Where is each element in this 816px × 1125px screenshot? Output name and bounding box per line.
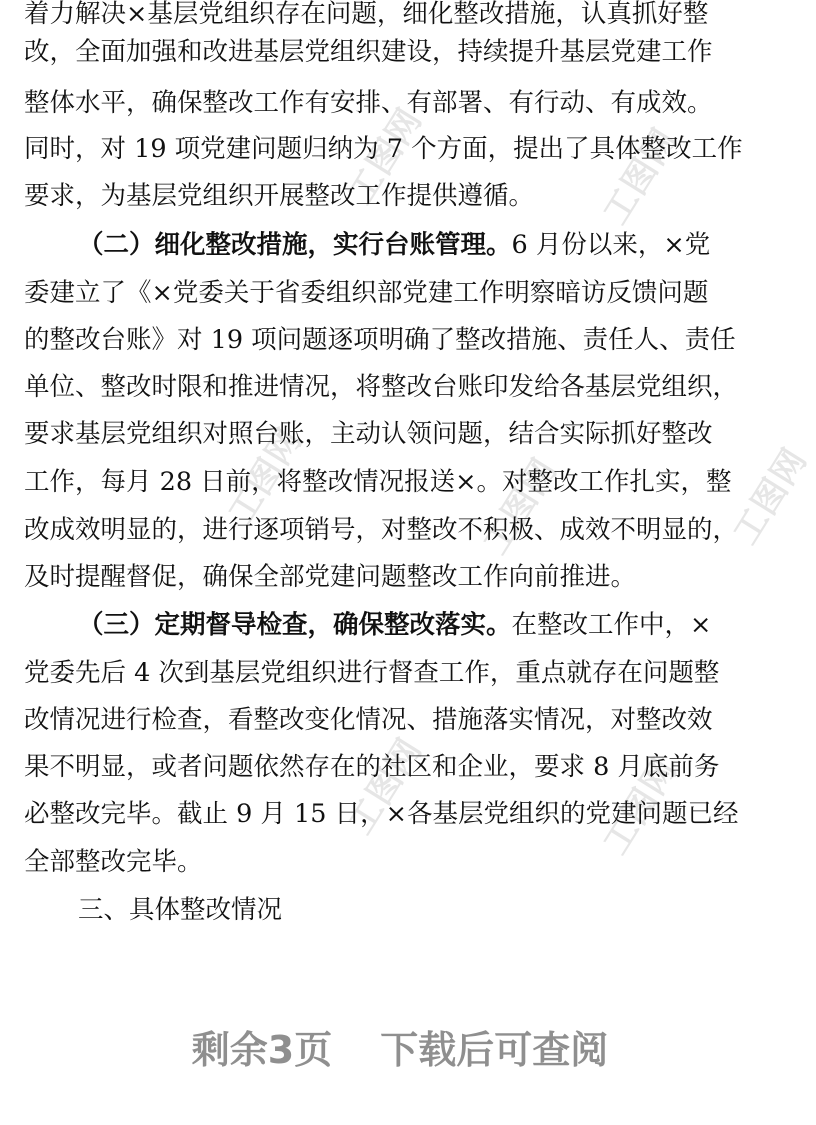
watermark: 工图网 [725,441,816,552]
body-line: 要求基层党组织对照台账，主动认领问题，结合实际抓好整改 [24,419,713,449]
download-prompt-banner[interactable] [0,1020,800,1080]
body-line: 着力解决×基层党组织存在问题，细化整改措施，认真抓好整 [24,0,709,29]
section-heading-two [78,225,710,265]
watermark: 工图网 [595,751,686,862]
section-heading-text: （三）定期督导检查，确保整改落实。 [78,610,512,640]
body-line: 改成效明显的，进行逐项销号，对整改不积极、成效不明显的， [24,515,739,545]
section-heading-text: （二）细化整改措施，实行台账管理。 [78,230,512,260]
body-line: 党委先后 4 次到基层党组织进行督查工作，重点就存在问题整 [24,658,720,688]
watermark: 工图网 [595,121,686,232]
body-line: 的整改台账》对 19 项问题逐项明确了整改措施、责任人、责任 [24,325,736,355]
body-line: 单位、整改时限和推进情况，将整改台账印发给各基层党组织， [24,372,739,402]
watermark: 工图网 [475,451,566,562]
body-line: 整体水平，确保整改工作有安排、有部署、有行动、有成效。 [24,88,713,118]
section-heading-continuation: 在整改工作中，× [511,610,712,640]
body-line: 同时，对 19 项党建问题归纳为 7 个方面，提出了具体整改工作 [24,134,743,164]
body-line: 工作，每月 28 日前，将整改情况报送×。对整改工作扎实，整 [24,467,732,497]
body-line: 必整改完毕。截止 9 月 15 日，×各基层党组织的党建问题已经 [24,799,739,829]
watermark: 工图网 [340,101,431,212]
download-to-view-label: 下载后可查阅 [380,1028,609,1072]
section-heading-three [78,605,711,645]
body-line: 全部整改完毕。 [24,847,203,877]
body-line: 委建立了《×党委关于省委组织部党建工作明察暗访反馈问题 [24,278,709,308]
section-heading-continuation: 6 月份以来，×党 [511,230,711,260]
body-line: 改，全面加强和改进基层党组织建设，持续提升基层党建工作 [24,37,713,67]
body-line: 及时提醒督促，确保全部党建问题整改工作向前推进。 [24,562,637,592]
body-line: 要求，为基层党组织开展整改工作提供遵循。 [24,181,535,211]
watermark: 工图网 [220,421,311,532]
section-title-three: 三、具体整改情况 [78,895,283,925]
watermark: 工图网 [340,731,431,842]
remaining-pages-label: 剩余3页 [191,1028,333,1072]
body-line: 改情况进行检查，看整改变化情况、措施落实情况，对整改效 [24,705,713,735]
body-line: 果不明显，或者问题依然存在的社区和企业，要求 8 月底前务 [24,752,720,782]
